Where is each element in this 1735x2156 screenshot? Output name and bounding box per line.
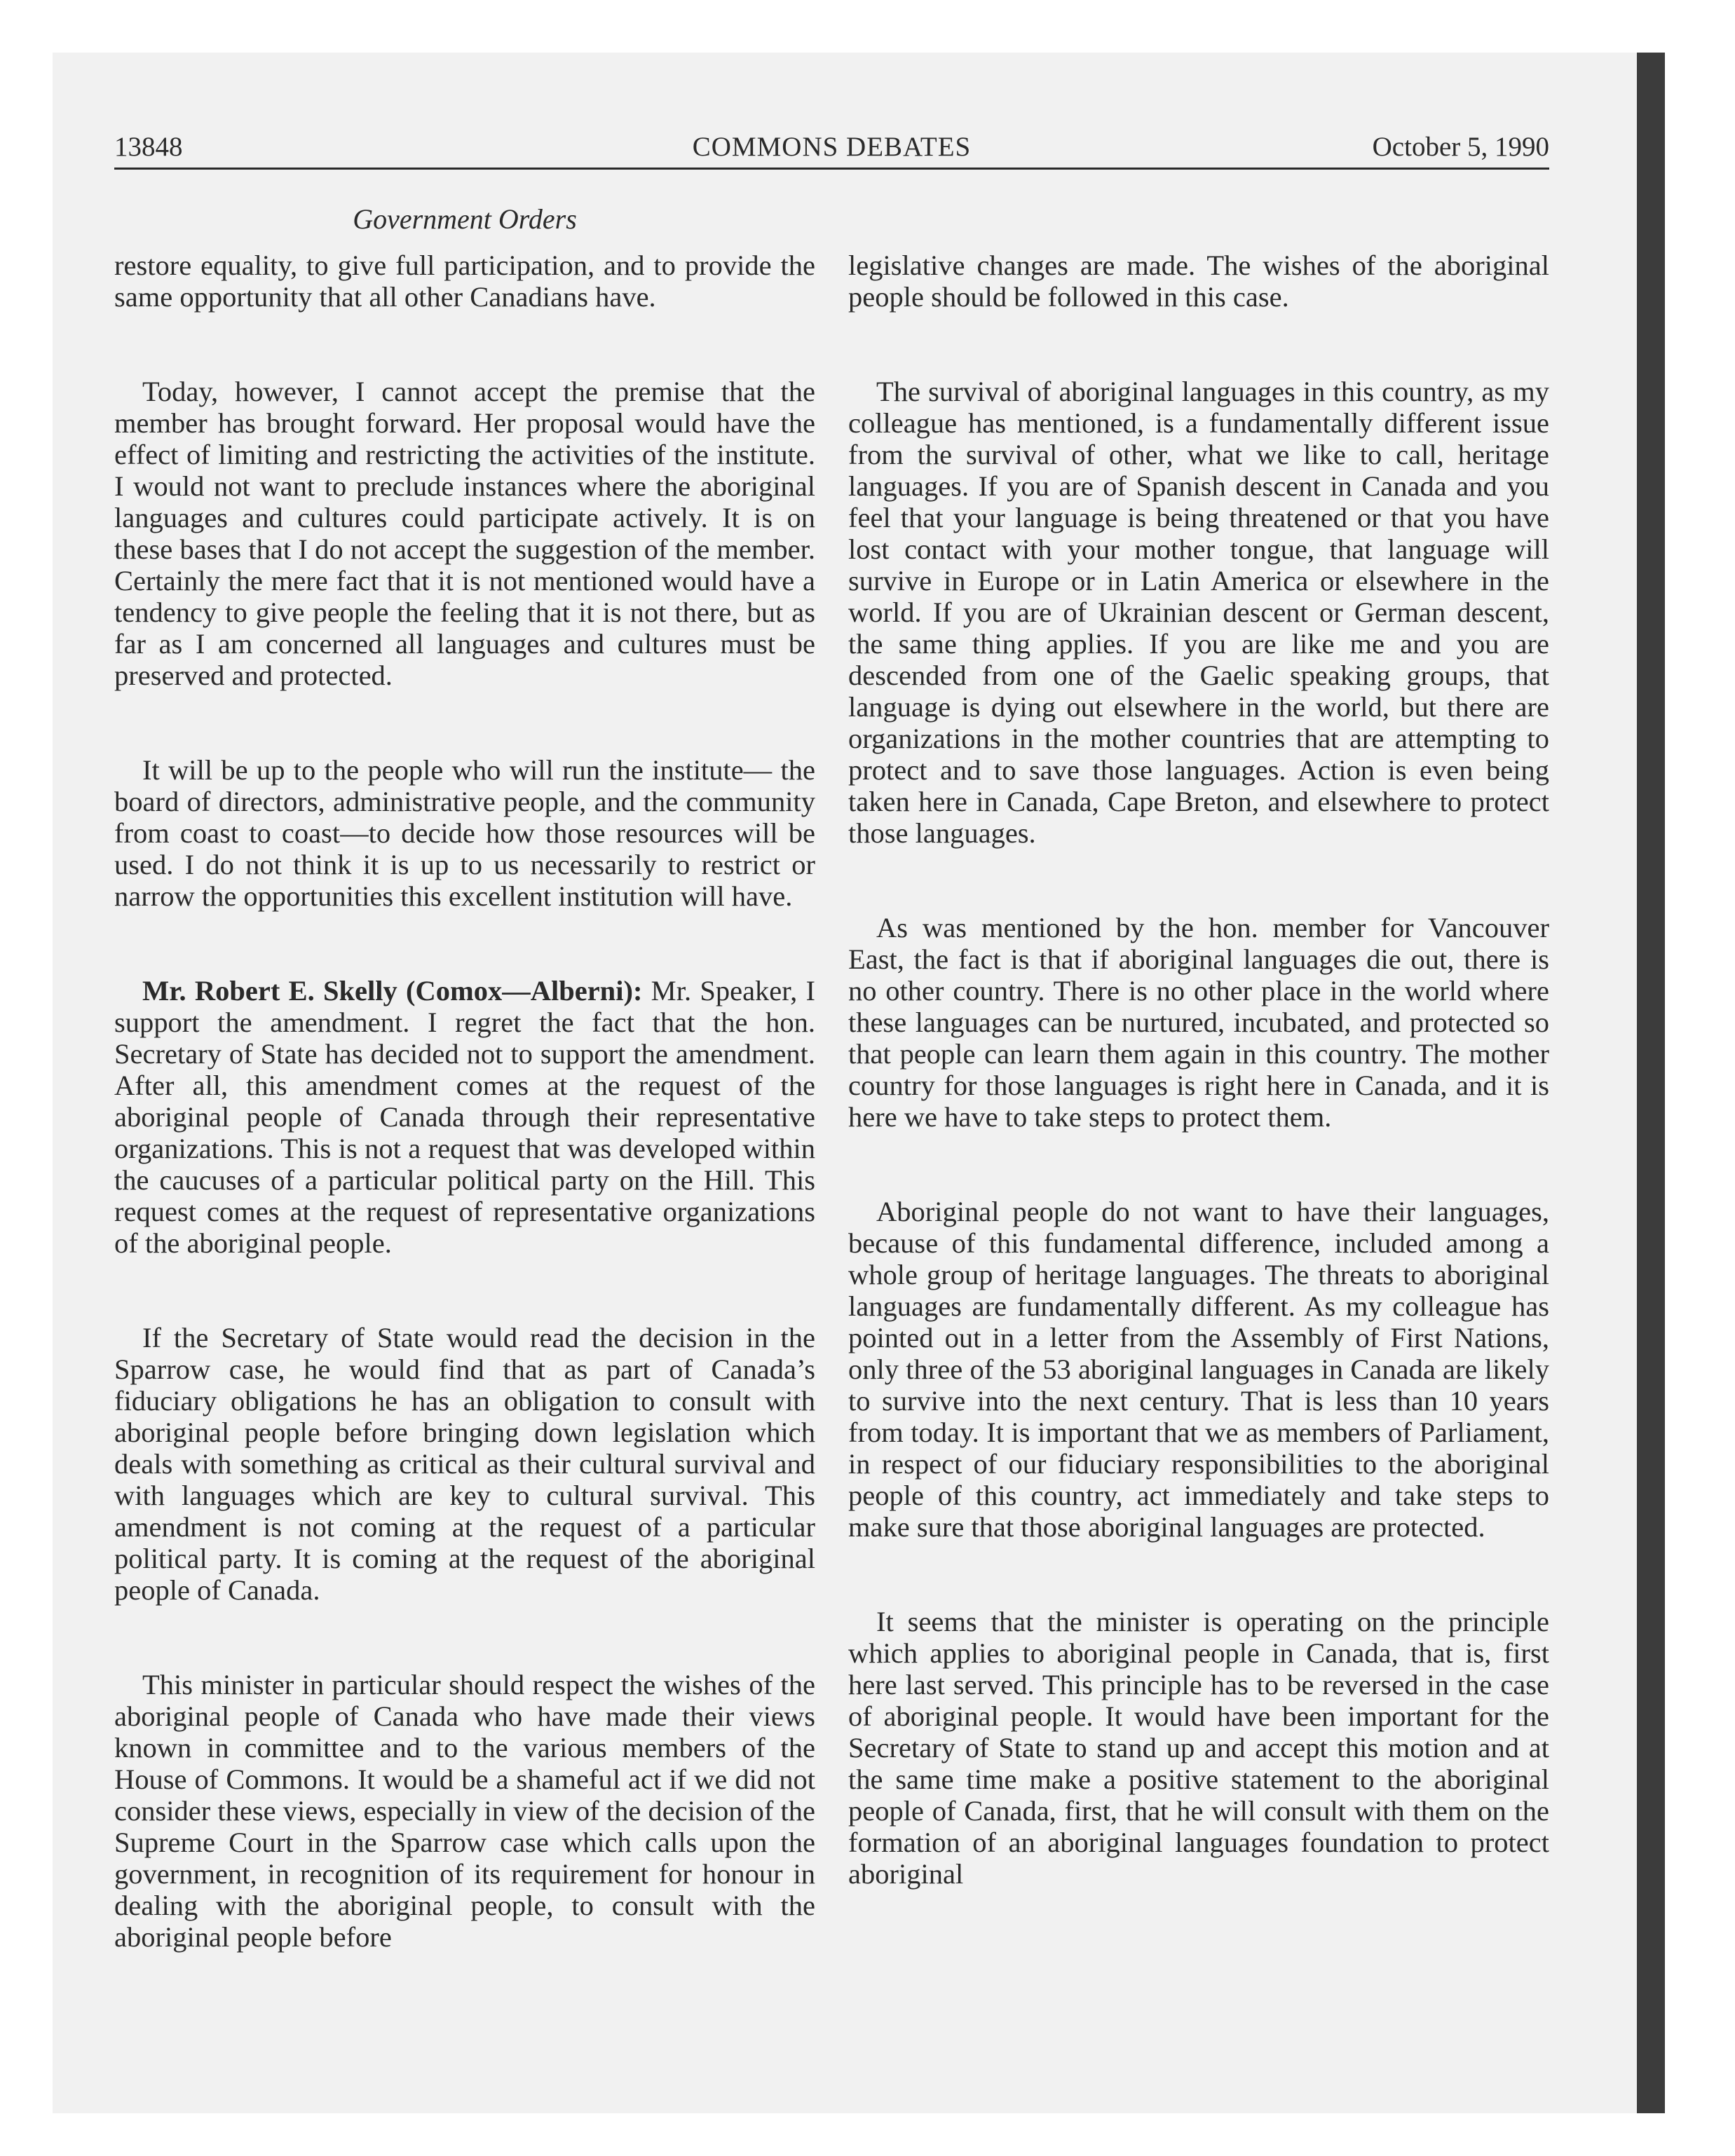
page-number: 13848 (114, 132, 183, 162)
section-title: Government Orders (353, 203, 577, 235)
header-rule (114, 168, 1549, 170)
paragraph: It seems that the minister is operating on the principle which applies to aboriginal people in Canada, that is, first here last served. This principle has to be reversed in the case of aboriginal people. It would have been important for the Secretary of State to stand up and accept this motion and at the same time make a positive statement to the aboriginal people of Canada, first, that he will consult with them on the formation of an aboriginal languages foundation to protect aboriginal (848, 1606, 1549, 1890)
paragraph: Today, however, I cannot accept the premise that the member has brought forward. Her proposal would have the effect of limiting and restricting the activities of the institute. I would not want to preclude instances where the aboriginal languages and cultures could participate actively. It is on these bases that I do not accept the suggestion of the member. Certainly the mere fact that it is not mentioned would have a tendency to give people the feeling that it is not there, but as far as I am concerned all languages and cultures must be preserved and protected. (114, 376, 815, 691)
paragraph: If the Secretary of State would read the decision in the Sparrow case, he would find that as part of Canada’s fiduciary obligations he has an obligation to consult with aboriginal people before bringing down legislation which deals with something as critical as their cultural survival and with languages which are key to cultural survival. This amendment is not coming at the request of a particular political party. It is coming at the request of the aboriginal people of Canada. (114, 1322, 815, 1606)
paragraph: Mr. Robert E. Skelly (Comox—Alberni): Mr. Speaker, I support the amendment. I regret the fact that the hon. Secretary of State has decided not to support the amendment. After all, this amendment comes at the request of the aboriginal people of Canada through their representative organizations. This is not a request that was developed within the caucuses of a particular political party on the Hill. This request comes at the request of representative organizations of the aboriginal people. (114, 975, 815, 1259)
paragraph: This minister in particular should respect the wishes of the aboriginal people of Canada who have made their views known in committee and to the various members of the House of Commons. It would be a shameful act if we did not consider these views, especially in view of the decision of the Supreme Court in the Sparrow case which calls upon the government, in recognition of its requirement for honour in dealing with the aboriginal people, to consult with the aboriginal people before (114, 1669, 815, 1953)
left-column (114, 250, 815, 1953)
paragraph: The survival of aboriginal languages in this country, as my colleague has mentioned, is a fundamentally different issue from the survival of other, what we like to call, heritage languages. If you are of Spanish descent in Canada and you feel that your language is being threatened or that you have lost contact with your mother tongue, that language will survive in Europe or in Latin America or elsewhere in the world. If you are of Ukrainian descent or German descent, the same thing applies. If you are like me and you are descended from one of the Gaelic speaking groups, that language is dying out elsewhere in the world, but there are organizations in the mother countries that are attempting to protect and to save those languages. Action is even being taken here in Canada, Cape Breton, and elsewhere to protect those languages. (848, 376, 1549, 849)
journal-title: COMMONS DEBATES (692, 132, 972, 162)
paragraph: Aboriginal people do not want to have their languages, because of this fundamental difference, included among a whole group of heritage languages. The threats to aboriginal languages are fundamentally different. As my colleague has pointed out in a letter from the Assembly of First Nations, only three of the 53 aboriginal languages in Canada are likely to survive into the next century. That is less than 10 years from today. It is important that we as members of Parliament, in respect of our fiduciary responsibilities to the aboriginal people of this country, act immediately and take steps to make sure that those aboriginal languages are protected. (848, 1196, 1549, 1543)
paragraph: restore equality, to give full participation, and to provide the same opportunity that all other Canadians have. (114, 250, 815, 313)
header-date: October 5, 1990 (1372, 132, 1549, 162)
speaker-name: Mr. Robert E. Skelly (Comox—Alberni): (142, 975, 643, 1007)
scan-edge-shadow (1637, 53, 1665, 2113)
paragraph: As was mentioned by the hon. member for Vancouver East, the fact is that if aboriginal languages die out, there is no other country. There is no other place in the world where these languages can be nurtured, incubated, and protected so that people can learn them again in this country. The mother country for those languages is right here in Canada, and it is here we have to take steps to protect them. (848, 912, 1549, 1133)
page-header (114, 126, 1549, 168)
right-column (848, 250, 1549, 1890)
paragraph: It will be up to the people who will run the institute— the board of directors, administrative people, and the community from coast to coast—to decide how those resources will be used. I do not think it is up to us necessarily to restrict or narrow the opportunities this excellent institution will have. (114, 754, 815, 912)
paragraph: legislative changes are made. The wishes of the aboriginal people should be followed in this case. (848, 250, 1549, 313)
